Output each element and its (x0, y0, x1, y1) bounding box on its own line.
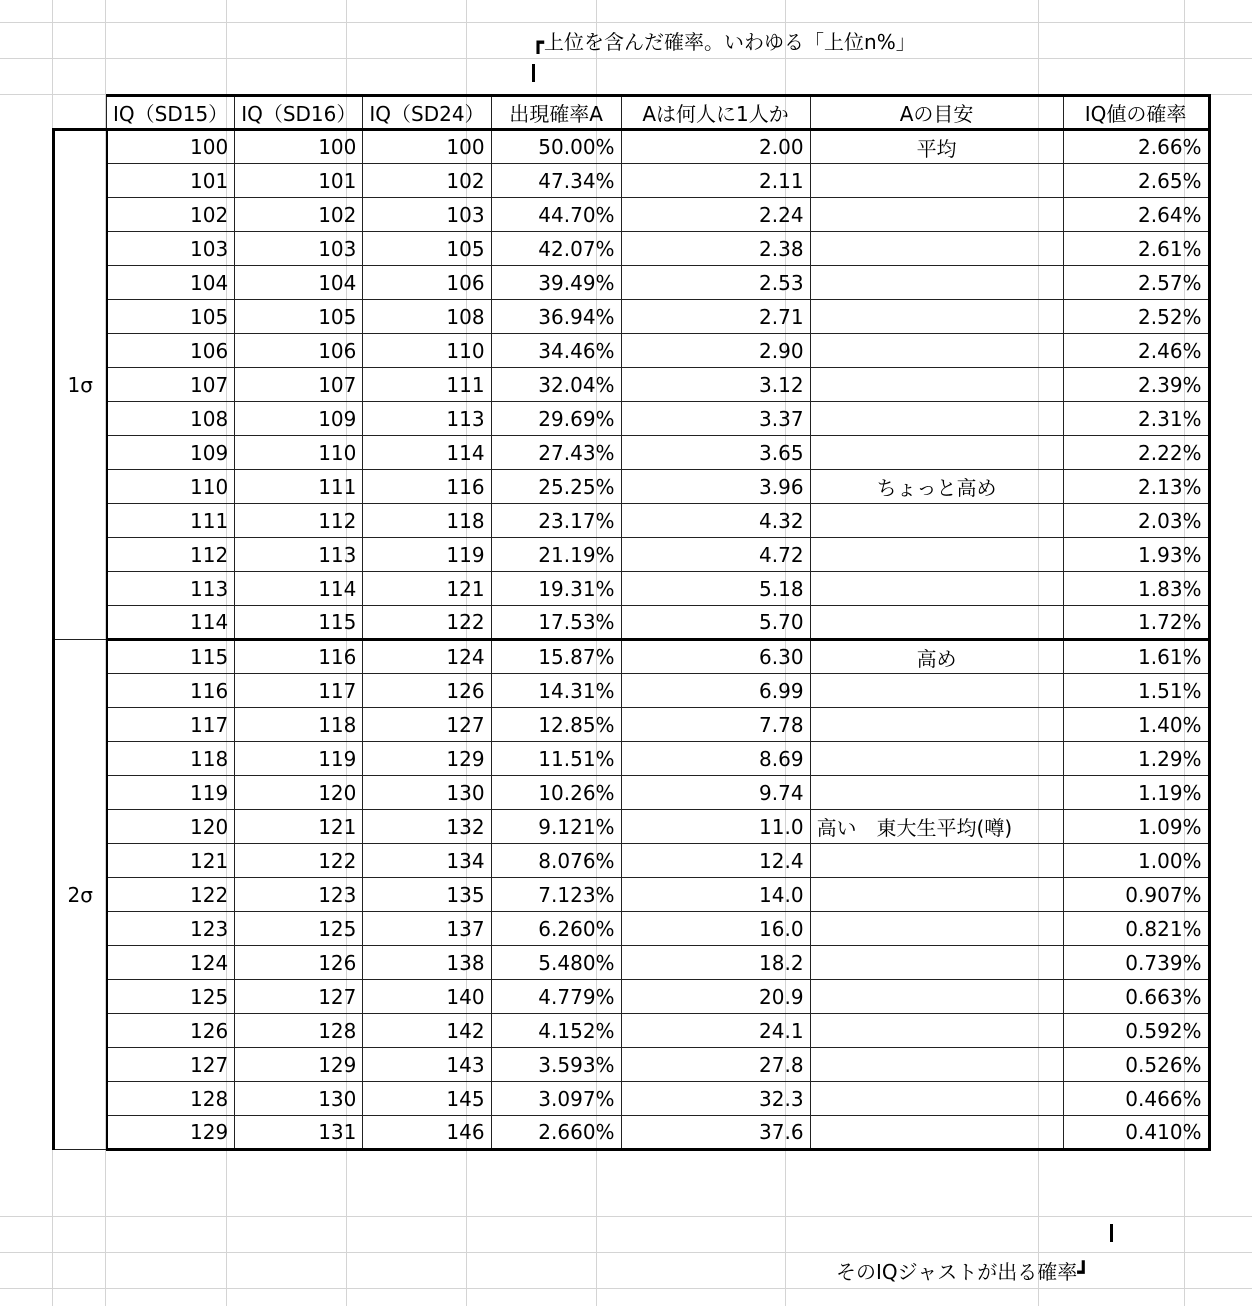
cell-iq-sd16: 125 (235, 912, 363, 946)
cell-iq-sd15: 114 (107, 606, 235, 640)
cell-iq-sd24: 143 (363, 1048, 491, 1082)
cell-iq-sd24: 134 (363, 844, 491, 878)
cell-iq-sd24: 130 (363, 776, 491, 810)
table-row (54, 402, 1210, 436)
table-row (54, 912, 1210, 946)
cell-probability-a: 4.152% (491, 1014, 621, 1048)
cell-guide (810, 436, 1063, 470)
cell-probability-a: 27.43% (491, 436, 621, 470)
cell-probability-a: 44.70% (491, 198, 621, 232)
cell-guide (810, 538, 1063, 572)
cell-iq-sd15: 128 (107, 1082, 235, 1116)
cell-guide: 高い 東大生平均(噂) (810, 810, 1063, 844)
cell-iq-sd16: 101 (235, 164, 363, 198)
cell-iq-sd24: 122 (363, 606, 491, 640)
cell-guide (810, 674, 1063, 708)
cell-iq-probability: 2.13% (1063, 470, 1209, 504)
iq-table (52, 94, 1211, 1151)
bottom-note: そのIQジャストが出る確率┛ (836, 1260, 1090, 1284)
table-row (54, 742, 1210, 776)
cell-iq-sd24: 132 (363, 810, 491, 844)
table-row (54, 1116, 1210, 1150)
cell-iq-sd24: 103 (363, 198, 491, 232)
cell-iq-sd16: 106 (235, 334, 363, 368)
table-row (54, 232, 1210, 266)
cell-iq-sd15: 116 (107, 674, 235, 708)
header-probability-a: 出現確率A (491, 96, 621, 130)
cell-probability-a: 14.31% (491, 674, 621, 708)
table-row (54, 300, 1210, 334)
cell-iq-probability: 0.663% (1063, 980, 1209, 1014)
cell-iq-sd15: 105 (107, 300, 235, 334)
cell-one-in-n: 8.69 (621, 742, 810, 776)
cell-one-in-n: 14.0 (621, 878, 810, 912)
cell-iq-sd15: 127 (107, 1048, 235, 1082)
cell-one-in-n: 2.71 (621, 300, 810, 334)
cell-one-in-n: 3.96 (621, 470, 810, 504)
cell-one-in-n: 12.4 (621, 844, 810, 878)
cell-iq-sd15: 115 (107, 640, 235, 674)
cell-probability-a: 42.07% (491, 232, 621, 266)
cell-iq-sd16: 107 (235, 368, 363, 402)
cell-iq-sd15: 117 (107, 708, 235, 742)
cell-iq-sd15: 104 (107, 266, 235, 300)
cell-iq-sd24: 142 (363, 1014, 491, 1048)
cell-iq-sd16: 102 (235, 198, 363, 232)
cell-guide (810, 1116, 1063, 1150)
cell-probability-a: 32.04% (491, 368, 621, 402)
cell-probability-a: 7.123% (491, 878, 621, 912)
cell-probability-a: 3.097% (491, 1082, 621, 1116)
cell-one-in-n: 18.2 (621, 946, 810, 980)
table-row (54, 776, 1210, 810)
cell-iq-sd24: 146 (363, 1116, 491, 1150)
cell-iq-probability: 1.83% (1063, 572, 1209, 606)
cell-iq-probability: 1.00% (1063, 844, 1209, 878)
cell-iq-sd16: 130 (235, 1082, 363, 1116)
cell-probability-a: 19.31% (491, 572, 621, 606)
cell-iq-probability: 0.907% (1063, 878, 1209, 912)
cell-iq-probability: 0.592% (1063, 1014, 1209, 1048)
cell-iq-sd16: 109 (235, 402, 363, 436)
cell-guide (810, 266, 1063, 300)
header-iq-probability: IQ値の確率 (1063, 96, 1209, 130)
cell-guide (810, 572, 1063, 606)
cell-guide (810, 504, 1063, 538)
cell-one-in-n: 11.0 (621, 810, 810, 844)
cell-one-in-n: 3.37 (621, 402, 810, 436)
cell-iq-sd24: 140 (363, 980, 491, 1014)
cell-iq-probability: 1.93% (1063, 538, 1209, 572)
table-row (54, 1082, 1210, 1116)
cell-one-in-n: 2.53 (621, 266, 810, 300)
cell-iq-sd24: 118 (363, 504, 491, 538)
table-row (54, 606, 1210, 640)
table-row (54, 640, 1210, 674)
cell-one-in-n: 5.70 (621, 606, 810, 640)
cell-iq-sd15: 113 (107, 572, 235, 606)
cell-iq-sd16: 111 (235, 470, 363, 504)
cell-iq-probability: 2.61% (1063, 232, 1209, 266)
cell-guide (810, 232, 1063, 266)
table-row (54, 946, 1210, 980)
cell-one-in-n: 6.99 (621, 674, 810, 708)
cell-iq-sd24: 105 (363, 232, 491, 266)
cell-iq-sd16: 127 (235, 980, 363, 1014)
cell-probability-a: 6.260% (491, 912, 621, 946)
cell-iq-sd24: 129 (363, 742, 491, 776)
cell-probability-a: 29.69% (491, 402, 621, 436)
cell-one-in-n: 16.0 (621, 912, 810, 946)
cell-guide: 平均 (810, 130, 1063, 164)
cell-iq-sd16: 120 (235, 776, 363, 810)
cell-iq-sd16: 103 (235, 232, 363, 266)
cell-iq-sd16: 105 (235, 300, 363, 334)
cell-one-in-n: 3.12 (621, 368, 810, 402)
cell-one-in-n: 4.32 (621, 504, 810, 538)
cell-one-in-n: 3.65 (621, 436, 810, 470)
cell-iq-sd24: 100 (363, 130, 491, 164)
cell-iq-probability: 2.52% (1063, 300, 1209, 334)
top-note-tick (532, 64, 535, 82)
cell-probability-a: 4.779% (491, 980, 621, 1014)
cell-guide (810, 844, 1063, 878)
cell-iq-probability: 2.66% (1063, 130, 1209, 164)
cell-iq-sd15: 124 (107, 946, 235, 980)
cell-guide (810, 776, 1063, 810)
table-row (54, 436, 1210, 470)
cell-guide (810, 980, 1063, 1014)
cell-iq-probability: 0.466% (1063, 1082, 1209, 1116)
header-iq-sd15: IQ（SD15） (107, 96, 235, 130)
cell-iq-sd24: 114 (363, 436, 491, 470)
cell-iq-sd24: 138 (363, 946, 491, 980)
cell-iq-sd24: 135 (363, 878, 491, 912)
bottom-note-tick (1110, 1224, 1113, 1242)
cell-iq-sd16: 126 (235, 946, 363, 980)
cell-one-in-n: 7.78 (621, 708, 810, 742)
cell-guide (810, 198, 1063, 232)
cell-iq-probability: 2.46% (1063, 334, 1209, 368)
cell-iq-sd16: 119 (235, 742, 363, 776)
table-row (54, 708, 1210, 742)
cell-guide (810, 368, 1063, 402)
sigma-group-label: 2σ (54, 640, 107, 1150)
cell-iq-probability: 2.64% (1063, 198, 1209, 232)
top-note: ┏上位を含んだ確率。いわゆる「上位n%」 (532, 30, 916, 54)
cell-iq-sd16: 117 (235, 674, 363, 708)
cell-iq-sd16: 115 (235, 606, 363, 640)
cell-iq-sd15: 123 (107, 912, 235, 946)
cell-iq-probability: 1.09% (1063, 810, 1209, 844)
cell-iq-sd15: 119 (107, 776, 235, 810)
cell-one-in-n: 2.38 (621, 232, 810, 266)
cell-iq-sd24: 110 (363, 334, 491, 368)
cell-iq-sd16: 123 (235, 878, 363, 912)
cell-iq-sd16: 114 (235, 572, 363, 606)
cell-guide (810, 946, 1063, 980)
cell-iq-probability: 2.22% (1063, 436, 1209, 470)
cell-iq-sd15: 126 (107, 1014, 235, 1048)
cell-iq-sd16: 121 (235, 810, 363, 844)
cell-iq-sd24: 124 (363, 640, 491, 674)
cell-iq-sd15: 110 (107, 470, 235, 504)
cell-iq-sd15: 102 (107, 198, 235, 232)
cell-iq-sd15: 108 (107, 402, 235, 436)
cell-iq-sd24: 113 (363, 402, 491, 436)
cell-iq-sd16: 131 (235, 1116, 363, 1150)
cell-guide (810, 912, 1063, 946)
cell-iq-probability: 2.65% (1063, 164, 1209, 198)
cell-one-in-n: 4.72 (621, 538, 810, 572)
cell-guide (810, 1014, 1063, 1048)
cell-iq-sd15: 125 (107, 980, 235, 1014)
table-row (54, 980, 1210, 1014)
cell-iq-probability: 0.526% (1063, 1048, 1209, 1082)
cell-one-in-n: 27.8 (621, 1048, 810, 1082)
cell-probability-a: 15.87% (491, 640, 621, 674)
cell-guide: 高め (810, 640, 1063, 674)
table-row (54, 810, 1210, 844)
cell-iq-sd24: 127 (363, 708, 491, 742)
cell-guide (810, 334, 1063, 368)
cell-guide (810, 742, 1063, 776)
cell-iq-probability: 1.19% (1063, 776, 1209, 810)
cell-iq-sd16: 128 (235, 1014, 363, 1048)
table-row (54, 198, 1210, 232)
cell-one-in-n: 9.74 (621, 776, 810, 810)
cell-one-in-n: 24.1 (621, 1014, 810, 1048)
cell-iq-sd16: 118 (235, 708, 363, 742)
cell-probability-a: 8.076% (491, 844, 621, 878)
cell-iq-probability: 1.61% (1063, 640, 1209, 674)
header-iq-sd16: IQ（SD16） (235, 96, 363, 130)
cell-iq-probability: 2.39% (1063, 368, 1209, 402)
sigma-group-label: 1σ (54, 130, 107, 640)
cell-iq-probability: 1.40% (1063, 708, 1209, 742)
cell-iq-sd24: 108 (363, 300, 491, 334)
cell-iq-sd15: 106 (107, 334, 235, 368)
header-iq-sd24: IQ（SD24） (363, 96, 491, 130)
cell-iq-sd16: 113 (235, 538, 363, 572)
cell-guide: ちょっと高め (810, 470, 1063, 504)
cell-one-in-n: 20.9 (621, 980, 810, 1014)
cell-iq-sd16: 112 (235, 504, 363, 538)
table-row (54, 538, 1210, 572)
cell-one-in-n: 5.18 (621, 572, 810, 606)
cell-probability-a: 12.85% (491, 708, 621, 742)
header-guide: Aの目安 (810, 96, 1063, 130)
cell-iq-sd16: 104 (235, 266, 363, 300)
cell-iq-probability: 0.410% (1063, 1116, 1209, 1150)
table-body (54, 130, 1210, 1150)
cell-guide (810, 164, 1063, 198)
cell-probability-a: 23.17% (491, 504, 621, 538)
cell-iq-probability: 0.739% (1063, 946, 1209, 980)
cell-probability-a: 50.00% (491, 130, 621, 164)
cell-guide (810, 402, 1063, 436)
cell-iq-probability: 2.03% (1063, 504, 1209, 538)
cell-iq-sd24: 116 (363, 470, 491, 504)
table-row (54, 878, 1210, 912)
cell-iq-probability: 1.72% (1063, 606, 1209, 640)
cell-iq-sd15: 100 (107, 130, 235, 164)
table-row (54, 674, 1210, 708)
cell-probability-a: 25.25% (491, 470, 621, 504)
cell-one-in-n: 2.00 (621, 130, 810, 164)
cell-probability-a: 34.46% (491, 334, 621, 368)
cell-iq-sd24: 145 (363, 1082, 491, 1116)
header-row (54, 96, 1210, 130)
cell-iq-sd15: 112 (107, 538, 235, 572)
cell-iq-sd15: 122 (107, 878, 235, 912)
cell-one-in-n: 2.90 (621, 334, 810, 368)
cell-iq-sd16: 129 (235, 1048, 363, 1082)
cell-probability-a: 36.94% (491, 300, 621, 334)
cell-probability-a: 11.51% (491, 742, 621, 776)
table-row (54, 334, 1210, 368)
cell-iq-sd24: 121 (363, 572, 491, 606)
cell-probability-a: 9.121% (491, 810, 621, 844)
cell-iq-probability: 0.821% (1063, 912, 1209, 946)
cell-one-in-n: 2.11 (621, 164, 810, 198)
cell-iq-sd15: 103 (107, 232, 235, 266)
cell-iq-sd24: 106 (363, 266, 491, 300)
cell-iq-sd16: 122 (235, 844, 363, 878)
cell-probability-a: 39.49% (491, 266, 621, 300)
cell-iq-sd24: 137 (363, 912, 491, 946)
cell-probability-a: 10.26% (491, 776, 621, 810)
cell-one-in-n: 37.6 (621, 1116, 810, 1150)
table-row (54, 844, 1210, 878)
cell-guide (810, 606, 1063, 640)
cell-iq-sd15: 118 (107, 742, 235, 776)
cell-iq-sd15: 109 (107, 436, 235, 470)
corner-cell (54, 96, 107, 130)
cell-iq-sd16: 100 (235, 130, 363, 164)
cell-iq-sd15: 129 (107, 1116, 235, 1150)
cell-iq-probability: 1.51% (1063, 674, 1209, 708)
cell-guide (810, 1048, 1063, 1082)
cell-iq-sd15: 101 (107, 164, 235, 198)
cell-probability-a: 3.593% (491, 1048, 621, 1082)
table-row (54, 470, 1210, 504)
table-row (54, 1048, 1210, 1082)
table-row (54, 1014, 1210, 1048)
cell-one-in-n: 6.30 (621, 640, 810, 674)
cell-iq-probability: 2.57% (1063, 266, 1209, 300)
cell-iq-sd16: 110 (235, 436, 363, 470)
cell-iq-sd15: 111 (107, 504, 235, 538)
cell-iq-sd15: 120 (107, 810, 235, 844)
cell-iq-probability: 1.29% (1063, 742, 1209, 776)
cell-iq-sd15: 107 (107, 368, 235, 402)
cell-guide (810, 878, 1063, 912)
cell-iq-probability: 2.31% (1063, 402, 1209, 436)
cell-guide (810, 1082, 1063, 1116)
table-row (54, 504, 1210, 538)
cell-probability-a: 17.53% (491, 606, 621, 640)
cell-guide (810, 708, 1063, 742)
table-row (54, 266, 1210, 300)
cell-iq-sd15: 121 (107, 844, 235, 878)
cell-probability-a: 5.480% (491, 946, 621, 980)
cell-iq-sd24: 126 (363, 674, 491, 708)
cell-probability-a: 21.19% (491, 538, 621, 572)
table-row (54, 572, 1210, 606)
cell-iq-sd24: 111 (363, 368, 491, 402)
table-row (54, 164, 1210, 198)
header-one-in-n: Aは何人に1人か (621, 96, 810, 130)
table-row (54, 368, 1210, 402)
cell-probability-a: 2.660% (491, 1116, 621, 1150)
cell-one-in-n: 32.3 (621, 1082, 810, 1116)
cell-iq-sd24: 102 (363, 164, 491, 198)
cell-iq-sd16: 116 (235, 640, 363, 674)
cell-iq-sd24: 119 (363, 538, 491, 572)
table-row (54, 130, 1210, 164)
cell-one-in-n: 2.24 (621, 198, 810, 232)
cell-probability-a: 47.34% (491, 164, 621, 198)
cell-guide (810, 300, 1063, 334)
